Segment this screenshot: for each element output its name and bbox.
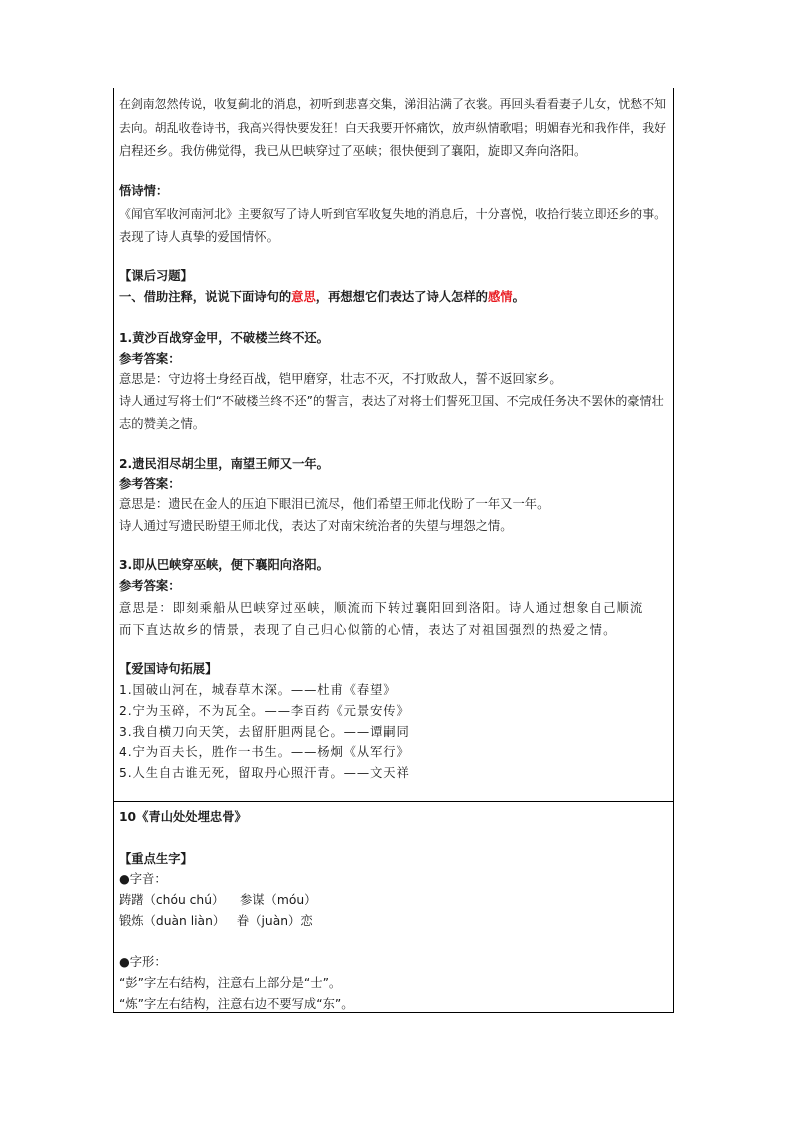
- answer-line: 意思是：守边将士身经百战，铠甲磨穿，壮志不灭，不打败敌人，誓不返回家乡。: [119, 372, 562, 386]
- keyword-meaning: 意思: [291, 290, 316, 304]
- answer-line: 志的赞美之情。: [119, 417, 206, 431]
- poem-line: 4.宁为百夫长，胜作一书生。——杨炯《从军行》: [119, 745, 410, 759]
- question-1: 1.黄沙百战穿金甲，不破楼兰终不还。: [119, 331, 329, 345]
- poem-line: 2.宁为玉碎，不为瓦全。——李百药《元景安传》: [119, 704, 410, 718]
- question-2: 2.遗民泪尽胡尘里，南望王师又一年。: [119, 457, 329, 471]
- answer-line: 意思是：即刻乘船从巴峡穿过巫峡，顺流而下转过襄阳回到洛阳。诗人通过想象自己顺流: [119, 601, 644, 615]
- question-3: 3.即从巴峡穿巫峡，便下襄阳向洛阳。: [119, 558, 329, 572]
- translation-line: 去向。胡乱收卷诗书，我高兴得快要发狂！白天我要开怀痛饮，放声纵情歌唱；明媚春光和我作伴，我好: [119, 121, 666, 135]
- answer-line: 而下直达故乡的情景，表现了自己归心似箭的心情，表达了对祖国强烈的热爱之情。: [119, 623, 617, 637]
- poem-line: 1.国破山河在，城春草木深。——杜甫《春望》: [119, 683, 397, 697]
- feeling-line: 《闻官军收河南河北》主要叙写了诗人听到官军收复失地的消息后，十分喜悦，收拾行装立即还乡的事。: [119, 207, 666, 221]
- extension-heading: 【爱国诗句拓展】: [119, 662, 218, 676]
- exercise-heading: 【课后习题】: [119, 269, 193, 283]
- translation-line: 启程还乡。我仿佛觉得，我已从巴峡穿过了巫峡；很快便到了襄阳，旋即又奔向洛阳。: [119, 144, 587, 158]
- feeling-heading: 悟诗情：: [119, 184, 169, 198]
- pronunciation-line: 踌躇（chóu chú） 参谋（móu）: [119, 893, 317, 907]
- answer-label: 参考答案：: [119, 477, 181, 491]
- exercise-task: 一、借助注释，说说下面诗句的意思，再想想它们表达了诗人怎样的感情。: [119, 290, 525, 304]
- lesson-title: 10《青山处处埋忠骨》: [119, 810, 247, 824]
- feeling-line: 表现了诗人真挚的爱国情怀。: [119, 230, 279, 244]
- pronunciation-line: 锻炼（duàn liàn） 眷（juàn）恋: [119, 914, 313, 928]
- answer-line: 诗人通过写将士们“不破楼兰终不还”的誓言，表达了对将士们誓死卫国、不完成任务决不罢休的豪情壮: [119, 394, 664, 408]
- translation-line: 在剑南忽然传说，收复蓟北的消息，初听到悲喜交集，涕泪沾满了衣裳。再回头看看妻子儿女，忧愁不知: [119, 97, 666, 111]
- form-line: “彭”字左右结构，注意右上部分是“士”。: [119, 976, 342, 990]
- form-heading: ●字形：: [119, 955, 167, 969]
- answer-line: 诗人通过写遗民盼望王师北伐，表达了对南宋统治者的失望与埋怨之情。: [119, 519, 513, 533]
- key-chars-heading: 【重点生字】: [119, 852, 193, 866]
- keyword-feeling: 感情: [487, 290, 513, 304]
- pronunciation-heading: ●字音：: [119, 872, 167, 886]
- form-line: “炼”字左右结构，注意右边不要写成“东”。: [119, 997, 354, 1011]
- poem-line: 5.人生自古谁无死，留取丹心照汗青。——文天祥: [119, 766, 410, 780]
- poem-line: 3.我自横刀向天笑，去留肝胆两昆仑。——谭嗣同: [119, 725, 410, 739]
- answer-label: 参考答案：: [119, 579, 181, 593]
- answer-line: 意思是：遗民在金人的压迫下眼泪已流尽，他们希望王师北伐盼了一年又一年。: [119, 497, 550, 511]
- answer-label: 参考答案：: [119, 352, 181, 366]
